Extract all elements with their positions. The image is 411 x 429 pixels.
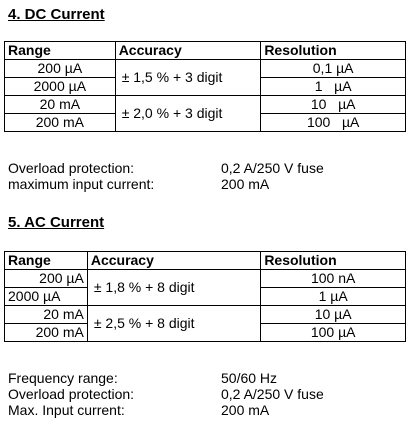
note-label: Max. Input current: <box>8 402 125 418</box>
range-cell: 200 mA <box>5 114 116 132</box>
dc-current-table <box>4 41 406 132</box>
dc-current-notes <box>8 160 403 192</box>
note-label: Frequency range: <box>8 370 118 386</box>
table-header-row <box>5 252 406 270</box>
table-row <box>5 306 406 324</box>
ac-current-table <box>4 251 406 342</box>
resolution-cell: 100 nA <box>261 270 406 288</box>
table-row <box>5 96 406 114</box>
note-row <box>8 402 403 418</box>
resolution-cell: 0,1 µA <box>261 60 406 78</box>
accuracy-cell: ± 1,5 % + 3 digit <box>115 60 261 96</box>
range-cell: 200 mA <box>5 324 88 342</box>
note-value: 0,2 A/250 V fuse <box>221 160 324 176</box>
dc-current-heading: 4. DC Current <box>8 6 105 23</box>
note-row <box>8 386 403 402</box>
note-row <box>8 176 403 192</box>
note-label: maximum input current: <box>8 176 155 192</box>
range-cell: 20 mA <box>5 306 88 324</box>
resolution-cell: 1 µA <box>261 288 406 306</box>
accuracy-cell: ± 2,5 % + 8 digit <box>87 306 260 342</box>
resolution-cell: 10 µA <box>261 96 406 114</box>
resolution-header: Resolution <box>261 252 406 270</box>
table-row <box>5 60 406 78</box>
ac-current-heading: 5. AC Current <box>8 214 105 231</box>
range-cell: 200 µA <box>5 270 88 288</box>
ac-current-notes <box>8 370 403 418</box>
note-value: 200 mA <box>221 402 270 418</box>
resolution-cell: 1 µA <box>261 78 406 96</box>
range-cell: 2000 µA <box>5 78 116 96</box>
accuracy-header: Accuracy <box>87 252 260 270</box>
resolution-cell: 10 µA <box>261 306 406 324</box>
range-cell: 200 µA <box>5 60 116 78</box>
accuracy-cell: ± 2,0 % + 3 digit <box>115 96 261 132</box>
accuracy-cell: ± 1,8 % + 8 digit <box>87 270 260 306</box>
range-cell: 2000 µA <box>5 288 88 306</box>
range-header: Range <box>5 42 116 60</box>
range-header: Range <box>5 252 88 270</box>
note-label: Overload protection: <box>8 160 135 176</box>
resolution-cell: 100 µA <box>261 114 406 132</box>
table-row <box>5 270 406 288</box>
range-cell: 20 mA <box>5 96 116 114</box>
note-row <box>8 370 403 386</box>
table-header-row <box>5 42 406 60</box>
note-value: 200 mA <box>221 176 270 192</box>
note-value: 0,2 A/250 V fuse <box>221 386 324 402</box>
resolution-header: Resolution <box>261 42 406 60</box>
resolution-cell: 100 µA <box>261 324 406 342</box>
note-value: 50/60 Hz <box>221 370 278 386</box>
accuracy-header: Accuracy <box>115 42 261 60</box>
note-label: Overload protection: <box>8 386 135 402</box>
note-row <box>8 160 403 176</box>
